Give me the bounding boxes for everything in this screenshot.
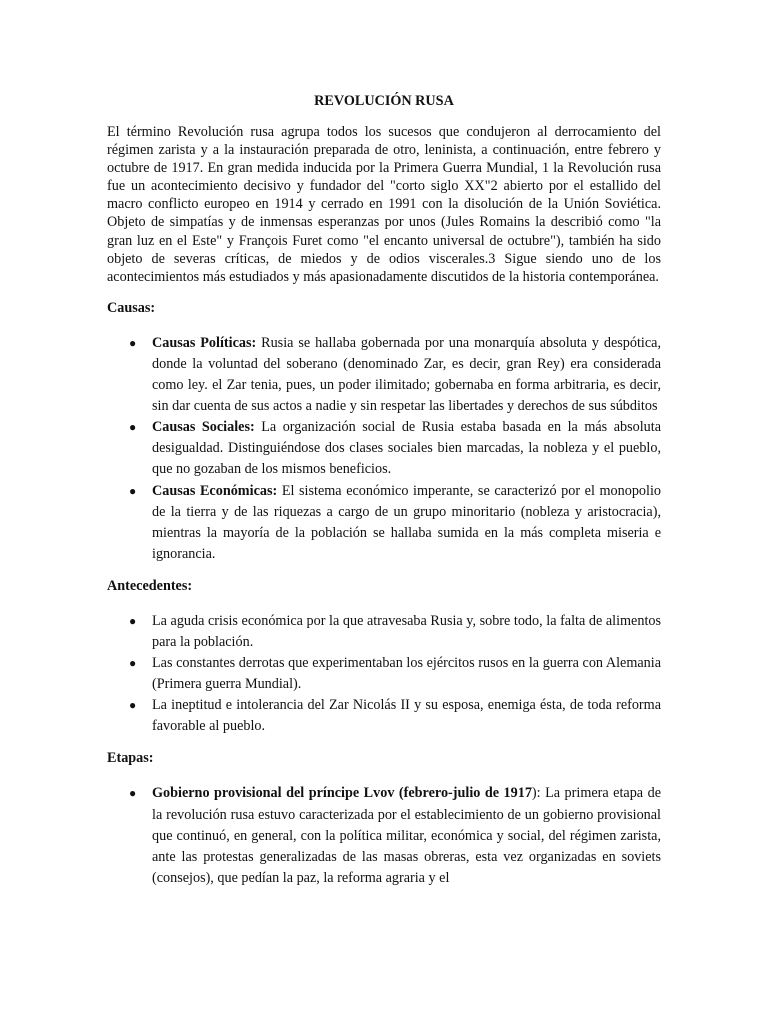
- bullet-icon: ●: [129, 613, 137, 628]
- item-text: El sistema económico imperante, se caracterizó por el monopolio de la tierra y de las riquezas a cargo de un grupo minoritario (nobleza y aristocracia), mientras la mayoría de la población se hallaba sumida en la más completa miseria e ignorancia.: [152, 482, 661, 562]
- item-text: La organización social de Rusia estaba basada en la más absoluta desigualdad. Distinguiéndose dos clases sociales bien marcadas, la nobleza y el pueblo, que no gozaban de los mismos beneficios.: [152, 419, 661, 478]
- list-item: [107, 783, 661, 888]
- bullet-icon: ●: [129, 786, 137, 801]
- antecedentes-list: [107, 611, 661, 738]
- section-heading-causas: Causas:: [107, 299, 156, 316]
- list-item: [107, 695, 661, 737]
- item-lead: Causas Sociales:: [152, 419, 255, 436]
- etapas-list: [107, 783, 661, 888]
- bullet-icon: ●: [129, 483, 137, 498]
- list-item: [107, 481, 661, 565]
- document-page: [107, 92, 661, 889]
- item-lead: Causas Económicas:: [152, 482, 278, 499]
- item-text: La ineptitud e intolerancia del Zar Nicolás II y su esposa, enemiga ésta, de toda reforma favorable al pueblo.: [152, 697, 661, 735]
- list-item: [107, 653, 661, 695]
- bullet-icon: ●: [129, 420, 137, 435]
- item-text: Las constantes derrotas que experimentaban los ejércitos rusos en la guerra con Alemania (Primera guerra Mundial).: [152, 655, 661, 693]
- section-heading-antecedentes: Antecedentes:: [107, 577, 193, 594]
- causas-list: [107, 333, 661, 565]
- bullet-icon: ●: [129, 656, 137, 671]
- list-item: [107, 333, 661, 417]
- list-item: [107, 417, 661, 480]
- section-heading-etapas: Etapas:: [107, 750, 154, 767]
- item-lead: Causas Políticas:: [152, 334, 257, 351]
- item-lead: Gobierno provisional del príncipe Lvov (febrero-julio de 1917: [152, 785, 532, 802]
- item-text: La aguda crisis económica por la que atravesaba Rusia y, sobre todo, la falta de alimentos para la población.: [152, 612, 661, 650]
- list-item: [107, 611, 661, 653]
- item-text: ): La primera etapa de la revolución rusa estuvo caracterizada por el establecimiento de un gobierno provisional que continuó, en general, con la política militar, económica y social, del régimen zarista, ante las protestas generalizadas de las masas obreras, esta vez organizadas en soviets (consejos), que pedían la paz, la reforma agraria y el: [152, 785, 662, 886]
- intro-paragraph: El término Revolución rusa agrupa todos los sucesos que condujeron al derrocamiento del régimen zarista y a la instauración preparada de otro, leninista, a continuación, entre febrero y octubre de 1917. En gran medida inducida por la Primera Guerra Mundial, 1 la Revolución rusa fue un acontecimiento decisivo y fundador del "corto siglo XX"2 abierto por el estallido del macro conflicto europeo en 1914 y cerrado en 1991 con la disolución de la Unión Soviética. Objeto de simpatías y de inmensas esperanzas por unos (Jules Romains la describió como "la gran luz en el Este" y François Furet como "el encanto universal de octubre"), también ha sido objeto de severas críticas, de miedos y de odios viscerales.3 Sigue siendo uno de los acontecimientos más estudiados y más apasionadamente discutidos de la historia contemporánea.: [107, 124, 661, 285]
- item-text: Rusia se hallaba gobernada por una monarquía absoluta y despótica, donde la voluntad del soberano (denominado Zar, es decir, gran Rey) era considerada como ley. el Zar tenia, pues, un poder ilimitado; gobernaba en forma arbitraria, es decir, sin dar cuenta de sus actos a nadie y sin respetar las libertades y derechos de sus súbditos: [152, 334, 662, 415]
- page-title: REVOLUCIÓN RUSA: [314, 93, 454, 109]
- bullet-icon: ●: [129, 698, 137, 713]
- bullet-icon: ●: [129, 335, 137, 350]
